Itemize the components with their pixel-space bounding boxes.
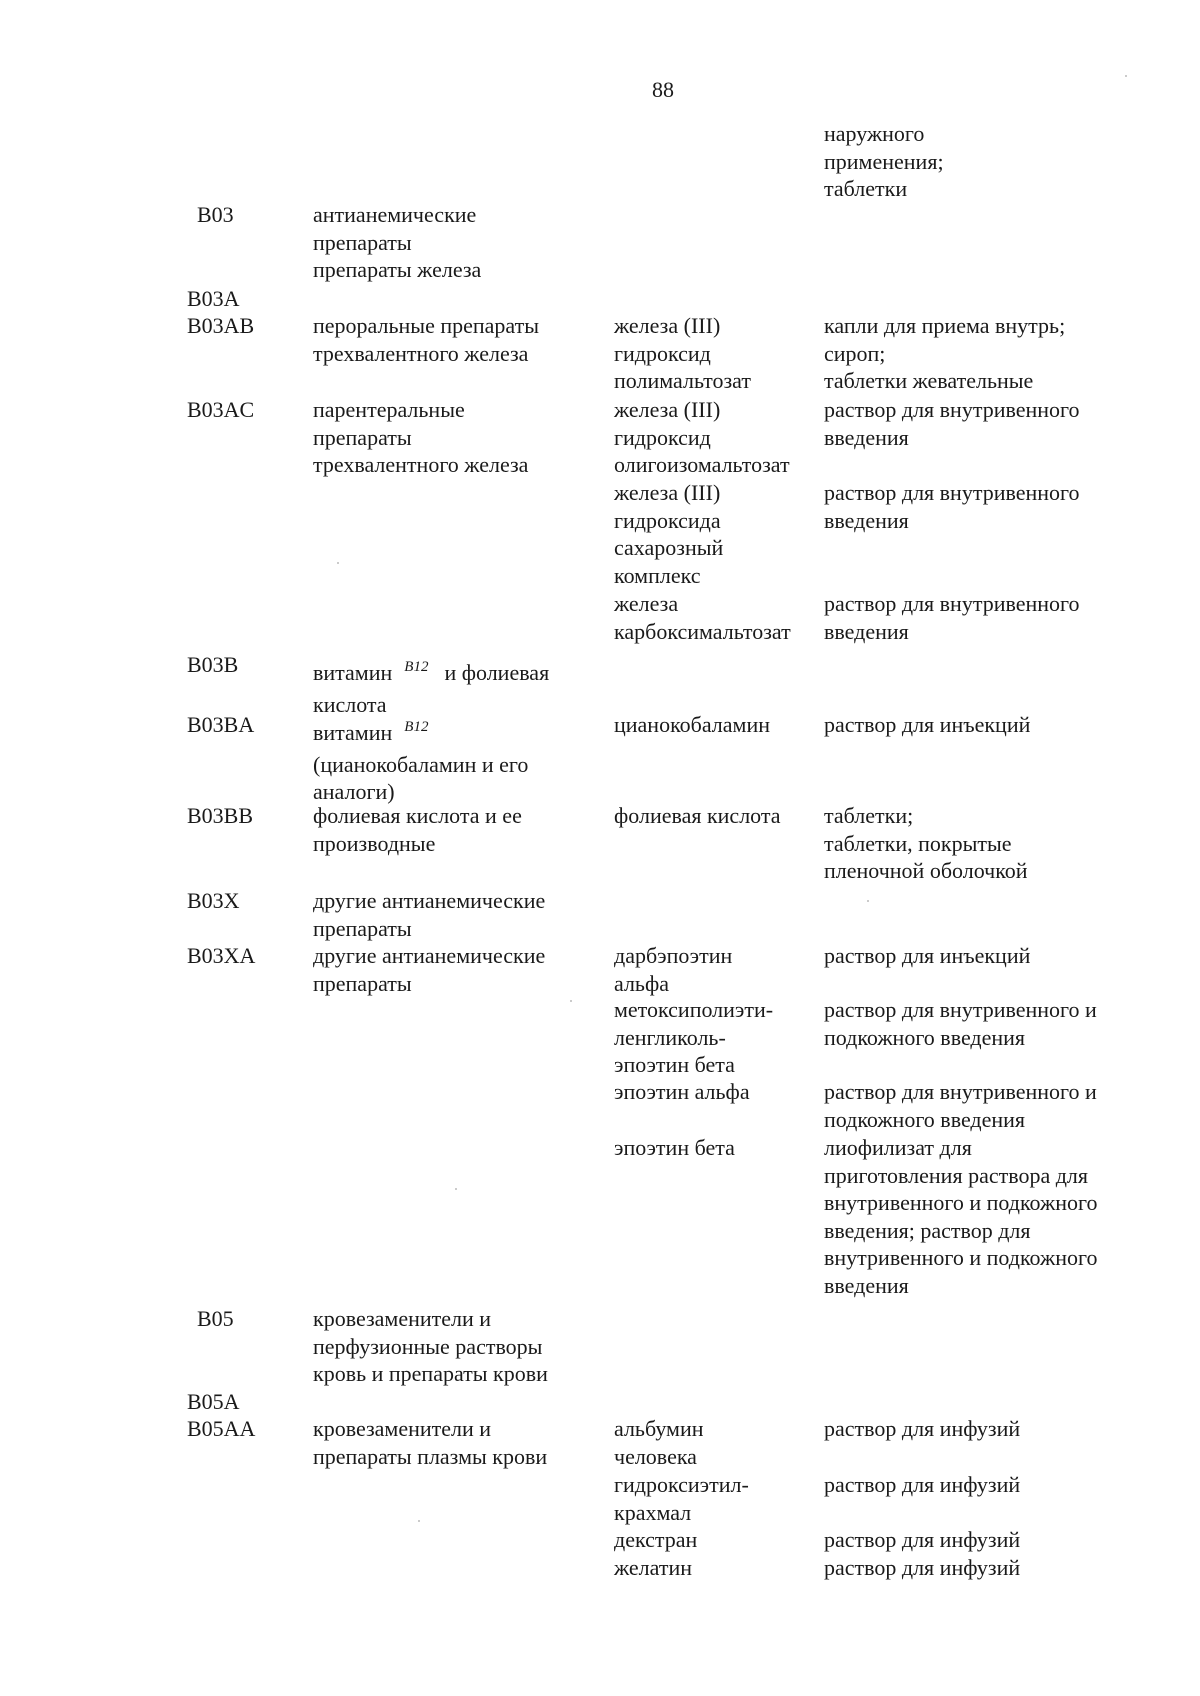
cell-form: раствор для внутривенного введения — [824, 591, 1080, 644]
cell-form: раствор для инфузий — [824, 1527, 1021, 1552]
cell-code: B03XA — [187, 943, 256, 968]
cell-drug: желатин — [614, 1555, 693, 1580]
cell-drug: железа (III) гидроксида сахарозный комплекс — [614, 480, 724, 588]
cell-name: парентеральные препараты трехвалентного железа — [313, 397, 529, 477]
cell-drug: железа (III) гидроксид полимальтозат — [614, 313, 751, 393]
cell-form: раствор для инфузий — [824, 1416, 1021, 1441]
cell-drug: альбумин человека — [614, 1416, 704, 1469]
cell-name: кровезаменители и препараты плазмы крови — [313, 1416, 548, 1469]
cell-code: B03BB — [187, 803, 254, 828]
cell-drug: железа карбоксимальтозат — [614, 591, 791, 644]
cell-form: лиофилизат для приготовления раствора для внутривенного и подкожного введения; раствор для внутривенного и подкожного введения — [824, 1135, 1098, 1298]
cell-drug: эпоэтин альфа — [614, 1079, 750, 1104]
cell-drug: железа (III) гидроксид олигоизомальтозат — [614, 397, 790, 477]
cell-form: раствор для инфузий — [824, 1555, 1021, 1580]
cell-drug: фолиевая кислота — [614, 803, 781, 828]
cell-name: пероральные препараты трехвалентного железа — [313, 313, 539, 366]
scan-speck — [337, 562, 339, 564]
cell-drug: дарбэпоэтин альфа — [614, 943, 733, 996]
cell-form: раствор для инъекций — [824, 943, 1031, 968]
scan-speck — [455, 1188, 457, 1190]
cell-code: B03BA — [187, 712, 255, 737]
cell-name: фолиевая кислота и ее производные — [313, 803, 522, 856]
cell-code: B03X — [187, 888, 240, 913]
cell-form: капли для приема внутрь; сироп; таблетки жевательные — [824, 313, 1066, 393]
cell-form: наружного применения; таблетки — [824, 121, 944, 201]
cell-code: B03AB — [187, 313, 255, 338]
vitamin-b12-symbol: B12 — [404, 659, 429, 675]
page-number: 88 — [652, 77, 674, 102]
cell-drug: цианокобаламин — [614, 712, 771, 737]
cell-drug: декстран — [614, 1527, 698, 1552]
cell-code: B03A — [187, 286, 240, 311]
cell-form: раствор для инъекций — [824, 712, 1031, 737]
cell-name: антианемические препараты препараты железа — [313, 202, 482, 282]
scan-speck — [418, 1520, 420, 1522]
cell-code: B03 — [197, 202, 234, 227]
cell-drug: эпоэтин бета — [614, 1135, 735, 1160]
cell-form: раствор для внутривенного введения — [824, 397, 1080, 450]
cell-code: B05 — [197, 1306, 234, 1331]
cell-code: B03AC — [187, 397, 255, 422]
cell-name: другие антианемические препараты — [313, 888, 546, 941]
cell-drug: метоксиполиэти- ленгликоль- эпоэтин бета — [614, 997, 774, 1077]
scan-speck — [1125, 75, 1127, 77]
cell-drug: гидроксиэтил- крахмал — [614, 1472, 749, 1525]
cell-code: B05AA — [187, 1416, 256, 1441]
cell-code: B05A — [187, 1389, 240, 1414]
cell-form: таблетки; таблетки, покрытые пленочной оболочкой — [824, 803, 1028, 883]
cell-name: витамин $^{B12}$ и фолиевая кислота — [313, 659, 550, 717]
cell-form: раствор для внутривенного и подкожного введения — [824, 1079, 1097, 1132]
cell-code: B03B — [187, 652, 239, 677]
cell-form: раствор для инфузий — [824, 1472, 1021, 1497]
cell-name: витамин $^{B12}$ (цианокобаламин и его аналоги) — [313, 719, 529, 804]
cell-form: раствор для внутривенного и подкожного введения — [824, 997, 1097, 1050]
scan-speck — [867, 900, 869, 902]
vitamin-b12-symbol: B12 — [404, 719, 429, 735]
cell-name: кровезаменители и перфузионные растворы кровь и препараты крови — [313, 1306, 548, 1386]
cell-form: раствор для внутривенного введения — [824, 480, 1080, 533]
scan-speck — [570, 1000, 572, 1002]
cell-name: другие антианемические препараты — [313, 943, 546, 996]
